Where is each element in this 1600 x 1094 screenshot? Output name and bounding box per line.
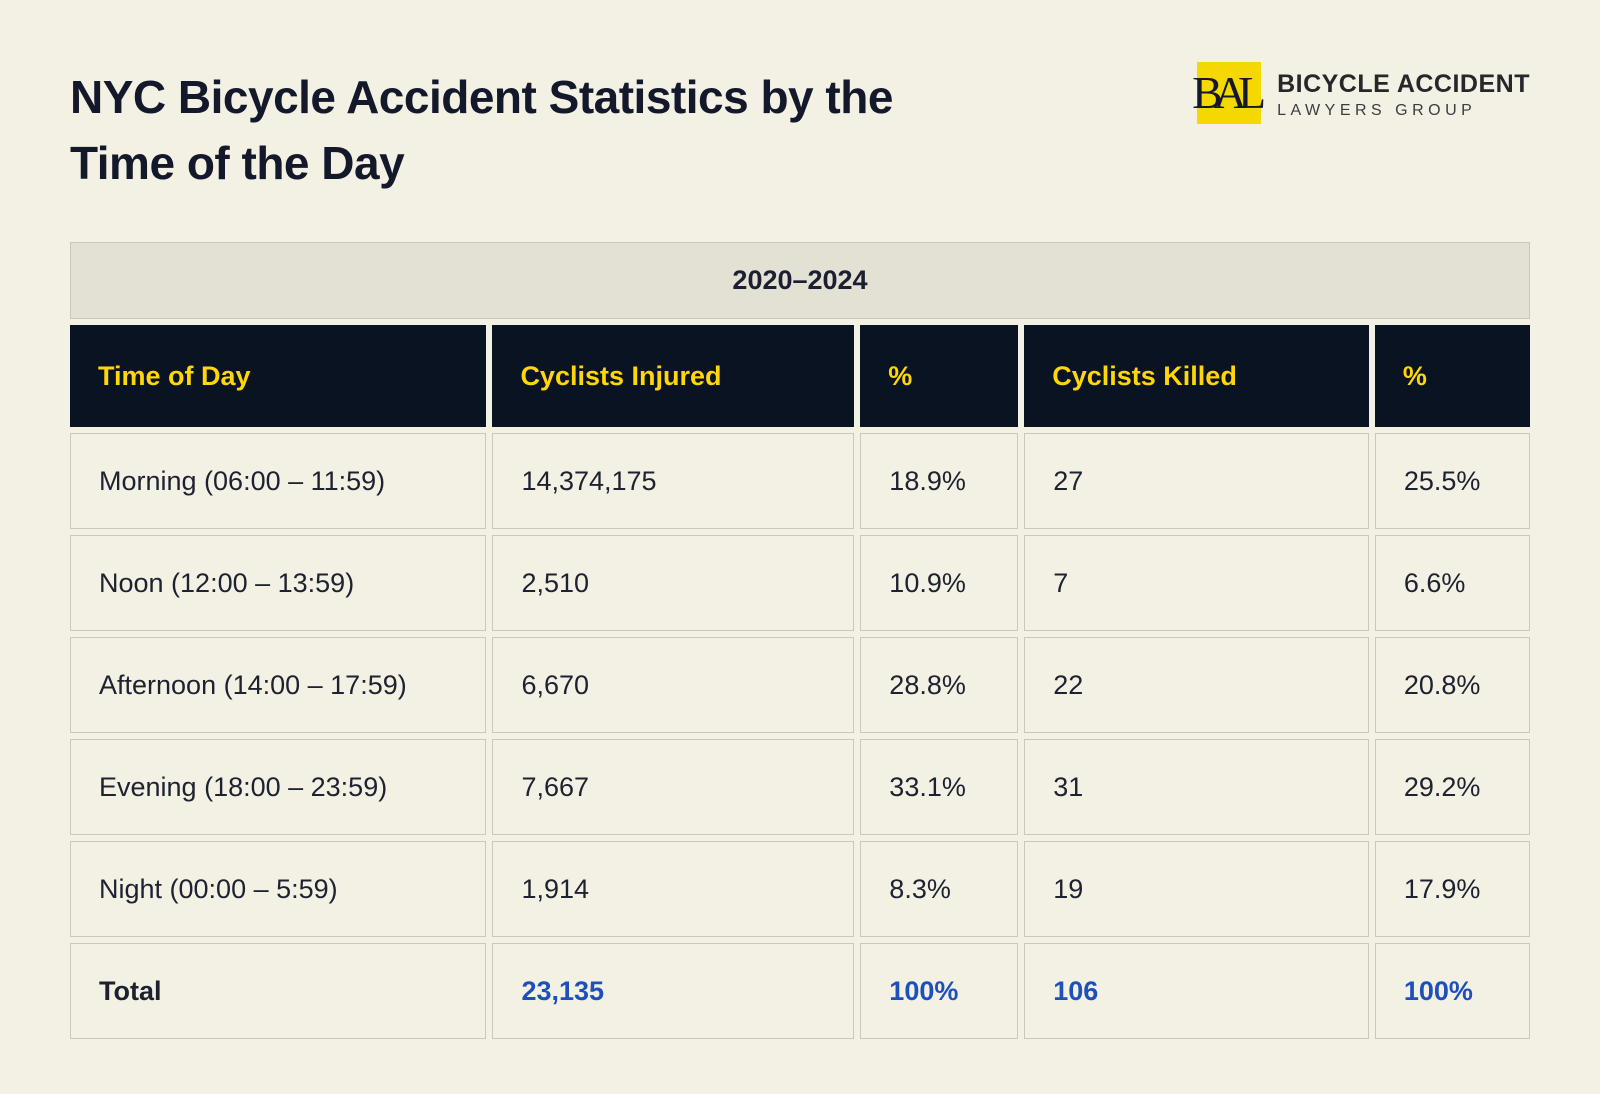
injured-value: 6,670: [492, 637, 854, 733]
injured-percent: 10.9%: [860, 535, 1018, 631]
column-header-cyclists-killed: Cyclists Killed: [1024, 325, 1369, 427]
injured-percent: 33.1%: [860, 739, 1018, 835]
table-header-row: [70, 325, 1530, 427]
logo: [1192, 62, 1530, 124]
logo-name: BICYCLE ACCIDENT: [1277, 70, 1530, 98]
killed-percent: 29.2%: [1375, 739, 1530, 835]
killed-value: 7: [1024, 535, 1369, 631]
row-label: Morning (06:00 – 11:59): [70, 433, 486, 529]
column-header-time-of-day: Time of Day: [70, 325, 486, 427]
logo-text: [1277, 62, 1530, 120]
killed-percent: 20.8%: [1375, 637, 1530, 733]
page-title-line-1: NYC Bicycle Accident Statistics by the: [70, 71, 893, 123]
table-row-afternoon: [70, 637, 1530, 733]
period-band-row: [70, 242, 1530, 319]
killed-percent: 6.6%: [1375, 535, 1530, 631]
row-label: Night (00:00 – 5:59): [70, 841, 486, 937]
table-row-evening: [70, 739, 1530, 835]
killed-value: 22: [1024, 637, 1369, 733]
killed-percent: 17.9%: [1375, 841, 1530, 937]
page-title-line-2: Time of the Day: [70, 137, 405, 189]
total-injured-value: 23,135: [492, 943, 854, 1039]
column-header-injured-percent: %: [860, 325, 1018, 427]
killed-value: 27: [1024, 433, 1369, 529]
period-label: 2020–2024: [70, 242, 1530, 319]
logo-subtitle: LAWYERS GROUP: [1277, 102, 1477, 119]
injured-percent: 28.8%: [860, 637, 1018, 733]
killed-value: 31: [1024, 739, 1369, 835]
row-label: Noon (12:00 – 13:59): [70, 535, 486, 631]
table-row-night: [70, 841, 1530, 937]
injured-value: 7,667: [492, 739, 854, 835]
injured-value: 1,914: [492, 841, 854, 937]
injured-percent: 8.3%: [860, 841, 1018, 937]
logo-monogram-icon: BAL: [1197, 62, 1261, 124]
page-title: [70, 64, 893, 196]
column-header-killed-percent: %: [1375, 325, 1530, 427]
injured-percent: 18.9%: [860, 433, 1018, 529]
statistics-table: [64, 236, 1536, 1045]
injured-value: 2,510: [492, 535, 854, 631]
total-killed-percent: 100%: [1375, 943, 1530, 1039]
column-header-cyclists-injured: Cyclists Injured: [492, 325, 854, 427]
killed-percent: 25.5%: [1375, 433, 1530, 529]
table-row-morning: [70, 433, 1530, 529]
total-injured-percent: 100%: [860, 943, 1018, 1039]
killed-value: 19: [1024, 841, 1369, 937]
top-bar: [64, 60, 1536, 196]
table-row-noon: [70, 535, 1530, 631]
table-row-total: [70, 943, 1530, 1039]
total-label: Total: [70, 943, 486, 1039]
total-killed-value: 106: [1024, 943, 1369, 1039]
injured-value: 14,374,175: [492, 433, 854, 529]
row-label: Evening (18:00 – 23:59): [70, 739, 486, 835]
row-label: Afternoon (14:00 – 17:59): [70, 637, 486, 733]
